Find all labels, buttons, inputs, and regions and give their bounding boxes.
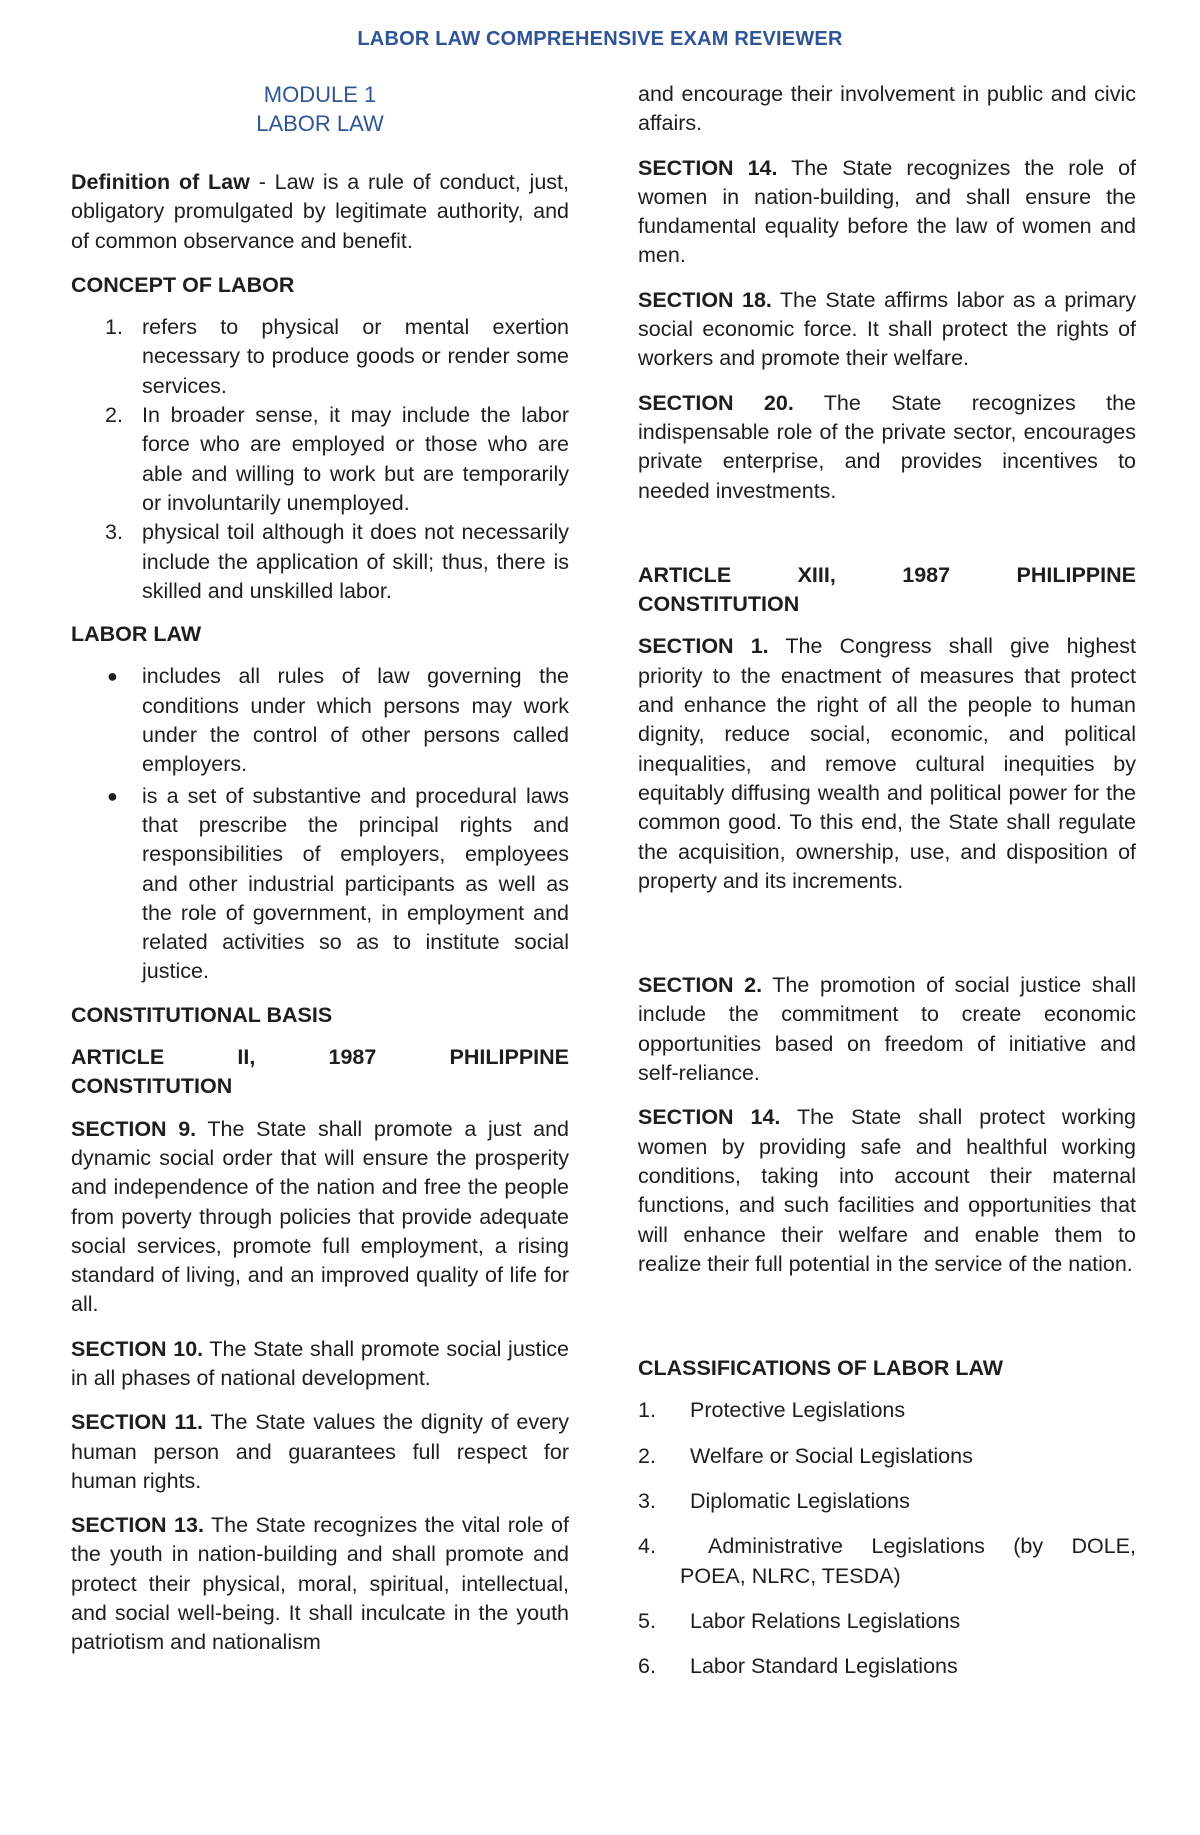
section-text: The State recognizes the role of women in nation-building, and shall ensure the fundamental equality before the law of women and men.: [638, 155, 1136, 268]
section-text: The State affirms labor as a primary social economic force. It shall protect the rights of workers and promote their welfare.: [638, 287, 1136, 371]
list-text: Labor Relations Legislations: [690, 1608, 961, 1633]
constitutional-basis-heading: CONSTITUTIONAL BASIS: [71, 1002, 333, 1027]
section-text: The State shall promote social justice in all phases of national development.: [71, 1336, 569, 1390]
list-item: [71, 662, 569, 779]
list-number: 2.: [638, 1443, 656, 1468]
list-text: In broader sense, it may include the labor force who are employed or those who are able and willing to work but are temporarily or involuntarily unemployed.: [142, 403, 569, 515]
list-number: 5.: [638, 1608, 656, 1633]
list-number: 1.: [638, 1398, 656, 1423]
list-item: [638, 1652, 1136, 1681]
definition-text: - Law is a rule of conduct, just, obligatory promulgated by legitimate authority, and of common observance and benefit.: [71, 170, 569, 253]
section-text: The promotion of social justice shall include the commitment to create economic opportunities based on freedom of initiative and self-reliance.: [638, 973, 1136, 1086]
section-text: The State shall protect working women by providing safe and healthful working conditions, taking into account their maternal functions, and such facilities and opportunities that will enhance their welfare and enable them to realize their full potential in the service of the nation.: [638, 1105, 1136, 1276]
section-paragraph: [638, 154, 1136, 271]
section-paragraph: [71, 1115, 569, 1320]
section-paragraph: [638, 971, 1136, 1088]
list-number: 3.: [105, 520, 123, 545]
section-paragraph: [638, 286, 1136, 374]
list-text: Labor Standard Legislations: [690, 1654, 958, 1679]
module-number: MODULE 1: [263, 82, 377, 107]
list-item: [638, 1396, 1136, 1425]
section-label: SECTION 18.: [638, 287, 772, 312]
list-text: physical toil although it does not necessarily include the application of skill; thus, there is skilled and unskilled labor.: [142, 520, 569, 603]
spacer: [638, 521, 1136, 561]
section-label: SECTION 20.: [638, 390, 794, 415]
section-continuation: and encourage their involvement in public and civic affairs.: [638, 82, 1136, 136]
section-label: SECTION 14.: [638, 1105, 781, 1130]
list-number: 4.: [638, 1534, 656, 1559]
list-item: [638, 1532, 1136, 1591]
definition-of-law: [71, 168, 569, 256]
section-label: SECTION 9.: [71, 1116, 197, 1141]
section-paragraph: [71, 1335, 569, 1394]
concept-heading: CONCEPT OF LABOR: [71, 272, 295, 297]
section-label: SECTION 2.: [638, 973, 763, 998]
list-item: [71, 401, 569, 518]
section-text: The State shall promote a just and dynamic social order that will ensure the prosperity and independence of the nation and free the people from poverty through policies that provide adequate social services, promote full employment, a rising standard of living, and an improved quality of life for all.: [71, 1116, 569, 1317]
labor-law-list: [71, 662, 569, 986]
list-item: [71, 313, 569, 401]
module-title: [71, 80, 569, 138]
spacer: [638, 1294, 1136, 1354]
list-text: Protective Legislations: [690, 1398, 906, 1423]
module-subject: LABOR LAW: [256, 111, 384, 136]
definition-term: Definition of Law: [71, 170, 250, 194]
section-text: The State values the dignity of every human person and guarantees full respect for human rights.: [71, 1410, 569, 1493]
list-item: [71, 518, 569, 606]
section-label: SECTION 14.: [638, 155, 778, 180]
section-text: The State recognizes the vital role of the youth in nation-building and shall promote and protect their physical, moral, spiritual, intellectual, and social well-being. It shall inculcate in the youth patriotism and nationalism: [71, 1513, 569, 1655]
bullet-icon: ●: [107, 666, 118, 687]
list-number: 1.: [105, 315, 123, 340]
classifications-heading: CLASSIFICATIONS OF LABOR LAW: [638, 1356, 1004, 1381]
section-text: The State recognizes the indispensable role of the private sector, encourages private enterprise, and provides incentives to needed investments.: [638, 390, 1136, 503]
article-ii-heading-line1: ARTICLE II, 1987 PHILIPPINE: [71, 1045, 569, 1070]
classifications-list: [638, 1396, 1136, 1681]
section-paragraph: [638, 389, 1136, 506]
section-paragraph: [71, 1408, 569, 1496]
list-text: Diplomatic Legislations: [690, 1488, 910, 1513]
labor-law-heading: LABOR LAW: [71, 622, 202, 647]
list-item: [638, 1607, 1136, 1636]
list-text: Welfare or Social Legislations: [690, 1443, 973, 1468]
spacer: [638, 911, 1136, 971]
section-label: SECTION 10.: [71, 1336, 204, 1361]
page-header: LABOR LAW COMPREHENSIVE EXAM REVIEWER: [357, 28, 843, 50]
article-xiii-heading-line2: CONSTITUTION: [638, 592, 800, 617]
section-label: SECTION 13.: [71, 1513, 204, 1538]
list-item: [638, 1442, 1136, 1471]
article-xiii-heading-line1: ARTICLE XIII, 1987 PHILIPPINE: [638, 562, 1136, 587]
list-text: Administrative Legislations (by DOLE, POEA, NLRC, TESDA): [680, 1534, 1136, 1588]
list-text: includes all rules of law governing the conditions under which persons may work under the control of other persons called employers.: [142, 664, 569, 777]
section-text: The Congress shall give highest priority to the enactment of measures that protect and enhance the right of all the people to human dignity, reduce social, economic, and political inequalities, and remove cultural inequities by equitably diffusing wealth and political power for the common good. To this end, the State shall regulate the acquisition, ownership, use, and disposition of property and its increments.: [638, 634, 1137, 893]
article-ii-heading-line2: CONSTITUTION: [71, 1074, 233, 1099]
section-paragraph: [71, 1511, 569, 1657]
section-paragraph: [638, 632, 1136, 896]
concept-list: [71, 313, 569, 606]
section-label: SECTION 11.: [71, 1410, 204, 1435]
right-column: [638, 80, 1136, 1697]
list-item: [638, 1487, 1136, 1516]
list-number: 3.: [638, 1488, 656, 1513]
bullet-icon: ●: [107, 785, 118, 806]
list-number: 6.: [638, 1654, 656, 1679]
list-text: refers to physical or mental exertion necessary to produce goods or render some services.: [142, 315, 569, 398]
left-column: [71, 80, 569, 1673]
list-number: 2.: [105, 403, 123, 428]
section-label: SECTION 1.: [638, 634, 769, 659]
section-paragraph: [638, 1103, 1136, 1279]
list-text: is a set of substantive and procedural laws that prescribe the principal rights and responsibilities of employers, employees and other industrial participants as well as the role of government, in employment and related activities so as to institute social justice.: [142, 783, 569, 984]
list-item: [71, 782, 569, 987]
